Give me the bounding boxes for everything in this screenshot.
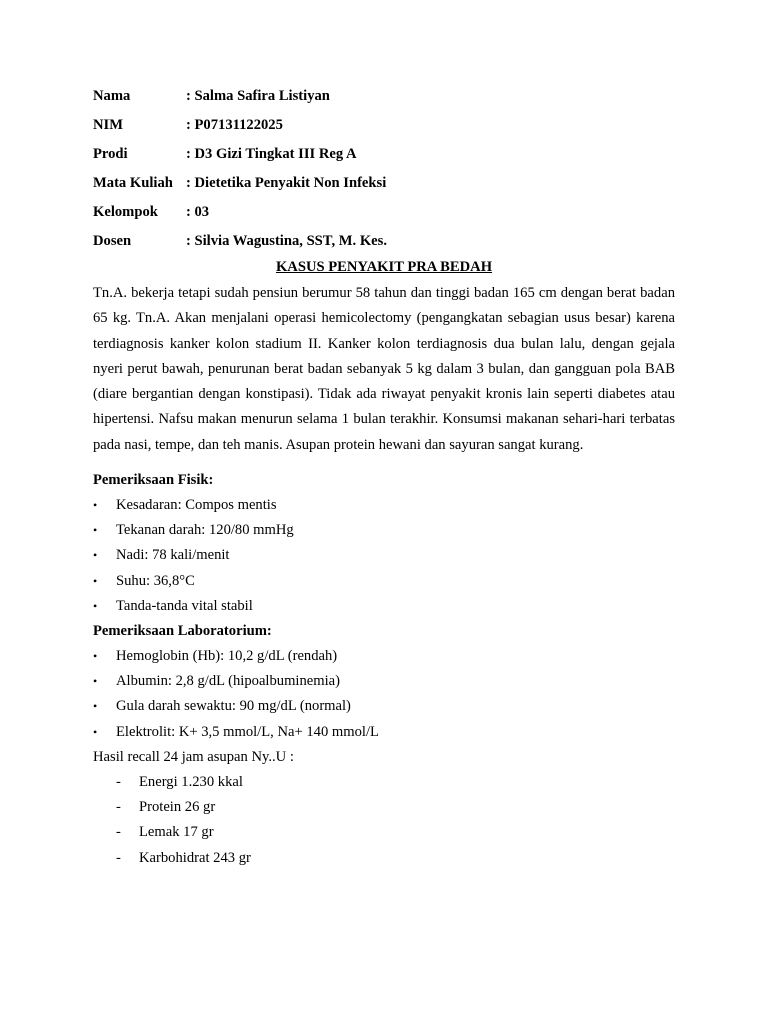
list-item-text: Albumin: 2,8 g/dL (hipoalbuminemia) — [116, 673, 341, 690]
dash-icon: - — [116, 799, 121, 816]
student-info — [93, 86, 675, 260]
case-paragraph: Tn.A. bekerja tetapi sudah pensiun berumur 58 tahun dan tinggi badan 165 cm dengan berat badan 65 kg. Tn.A. Akan menjalani operasi hemicolectomy (pengangkatan sebagian usus besar) karena terdiagnosis kanker kolon stadium II. Kanker kolon terdiagnosis dua bulan lalu, dengan gejala nyeri perut bawah, penurunan berat badan sebanyak 5 kg dalam 3 bulan, dan gangguan pola BAB (diare bergantian dengan konstipasi). Tidak ada riwayat penyakit kronis lain seperti diabetes atau hipertensi. Nafsu makan menurun selama 1 bulan terakhir. Konsumsi makanan sehari-hari terbatas pada nasi, tempe, dan teh manis. Asupan protein hewani dan sayuran sangat kurang. — [93, 285, 675, 453]
info-label: Nama — [93, 88, 131, 104]
list-item — [93, 569, 675, 594]
info-value: : Dietetika Penyakit Non Infeksi — [186, 175, 387, 191]
list-item-text: Karbohidrat 243 gr — [139, 849, 251, 866]
list-item — [93, 694, 675, 719]
info-row-dosen — [93, 231, 675, 260]
info-value: : Silvia Wagustina, SST, M. Kes. — [186, 233, 387, 249]
case-title: KASUS PENYAKIT PRA BEDAH — [275, 259, 493, 275]
list-item-text: Tanda-tanda vital stabil — [116, 597, 253, 614]
section-title-laboratorium: Pemeriksaan Laboratorium: — [93, 623, 272, 640]
list-item-text: Energi 1.230 kkal — [139, 773, 243, 790]
recall-list — [93, 770, 675, 871]
list-item-text: Lemak 17 gr — [139, 824, 214, 841]
bullet-icon: • — [93, 699, 98, 714]
list-item — [93, 644, 675, 669]
list-item-text: Suhu: 36,8°C — [116, 572, 195, 589]
info-label: Prodi — [93, 146, 128, 162]
list-item — [93, 720, 675, 745]
dash-icon: - — [116, 773, 121, 790]
list-item — [93, 669, 675, 694]
list-item-text: Nadi: 78 kali/menit — [116, 547, 230, 564]
info-row-prodi — [93, 144, 675, 173]
bullet-icon: • — [93, 598, 98, 613]
info-value: : Salma Safira Listiyan — [186, 88, 330, 104]
bullet-icon: • — [93, 498, 98, 513]
info-row-kelompok — [93, 202, 675, 231]
list-item-text: Kesadaran: Compos mentis — [116, 497, 277, 514]
list-item-text: Tekanan darah: 120/80 mmHg — [116, 522, 294, 539]
dash-icon: - — [116, 824, 121, 841]
list-item — [93, 543, 675, 568]
bullet-icon: • — [93, 573, 98, 588]
fisik-list — [93, 493, 675, 619]
list-item — [93, 594, 675, 619]
info-value: : D3 Gizi Tingkat III Reg A — [186, 146, 357, 162]
info-label: Kelompok — [93, 204, 158, 220]
info-label: Mata Kuliah — [93, 175, 173, 191]
lab-list — [93, 644, 675, 745]
info-row-mata-kuliah — [93, 173, 675, 202]
list-item — [93, 770, 675, 795]
bullet-icon: • — [93, 674, 98, 689]
document-page — [93, 86, 675, 871]
info-value: : P07131122025 — [186, 117, 283, 133]
list-item — [93, 518, 675, 543]
bullet-icon: • — [93, 649, 98, 664]
bullet-icon: • — [93, 548, 98, 563]
info-label: Dosen — [93, 233, 132, 249]
info-row-nama — [93, 86, 675, 115]
list-item-text: Elektrolit: K+ 3,5 mmol/L, Na+ 140 mmol/L — [116, 723, 379, 740]
section-title-fisik: Pemeriksaan Fisik: — [93, 472, 214, 489]
list-item — [93, 795, 675, 820]
list-item — [93, 820, 675, 845]
info-row-nim — [93, 115, 675, 144]
recall-title: Hasil recall 24 jam asupan Ny..U : — [93, 748, 294, 765]
list-item-text: Gula darah sewaktu: 90 mg/dL (normal) — [116, 698, 351, 715]
bullet-icon: • — [93, 523, 98, 538]
info-label: NIM — [93, 117, 123, 133]
bullet-icon: • — [93, 724, 98, 739]
list-item — [93, 493, 675, 518]
list-item-text: Hemoglobin (Hb): 10,2 g/dL (rendah) — [116, 648, 338, 665]
info-value: : 03 — [186, 204, 210, 220]
list-item-text: Protein 26 gr — [139, 799, 216, 816]
dash-icon: - — [116, 849, 121, 866]
list-item — [93, 846, 675, 871]
